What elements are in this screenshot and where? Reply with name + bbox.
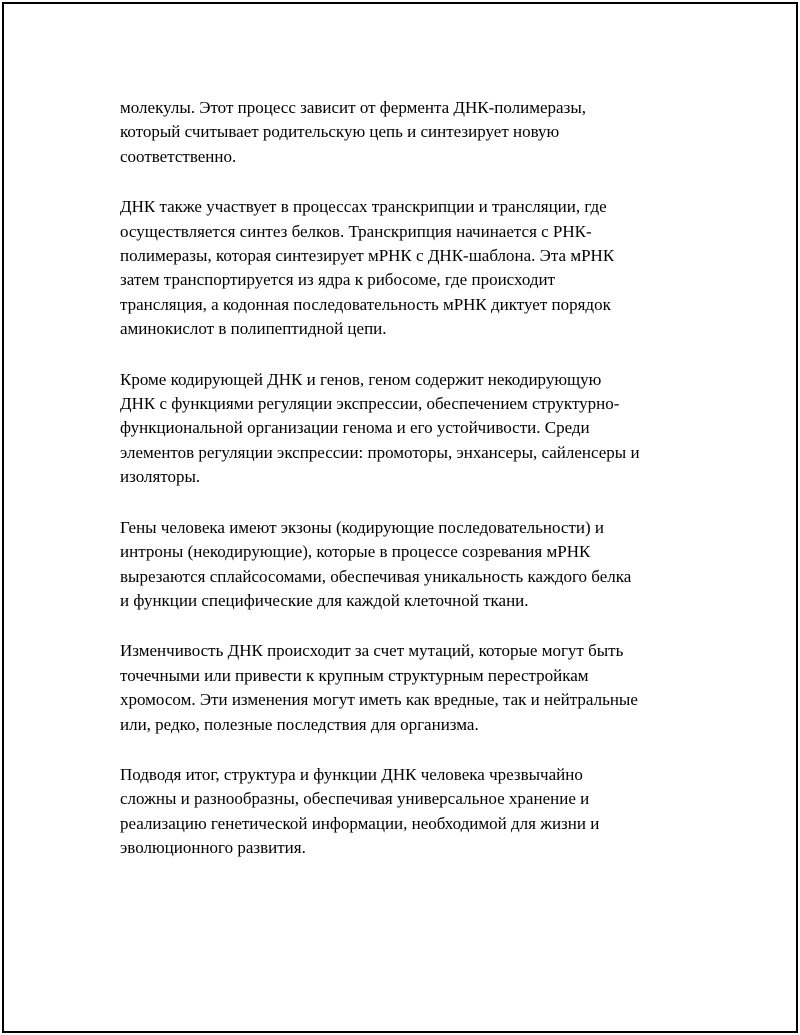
- paragraph-line: Изменчивость ДНК происходит за счет мутаций, которые могут быть: [120, 641, 624, 661]
- paragraph-line: вырезаются сплайсосомами, обеспечивая уникальность каждого белка: [120, 566, 632, 586]
- paragraph-line: Подводя итог, структура и функции ДНК человека чрезвычайно: [120, 764, 583, 784]
- paragraph-line: и функции специфические для каждой клеточной ткани.: [120, 590, 529, 610]
- paragraph-line: аминокислот в полипептидной цепи.: [120, 319, 387, 339]
- paragraph-line: ДНК также участвует в процессах транскрипции и трансляции, где: [120, 197, 607, 217]
- paragraph-line: реализацию генетической информации, необходимой для жизни и: [120, 813, 600, 833]
- document-page: [2, 2, 798, 1033]
- paragraph-line: элементов регуляции экспрессии: промоторы, энхансеры, сайленсеры и: [120, 442, 640, 462]
- paragraph-line: точечными или привести к крупным структурным перестройкам: [120, 665, 589, 685]
- paragraph-line: который считывает родительскую цепь и синтезирует новую: [120, 122, 560, 142]
- paragraph-line: сложны и разнообразны, обеспечивая универсальное хранение и: [120, 789, 590, 809]
- paragraph-exons-introns: [120, 516, 720, 614]
- paragraph-line: изоляторы.: [120, 467, 201, 487]
- paragraph-line: ДНК с функциями регуляции экспрессии, обеспечением структурно-: [120, 394, 620, 414]
- paragraph-line: осуществляется синтез белков. Транскрипция начинается с РНК-: [120, 221, 592, 241]
- paragraph-line: соответственно.: [120, 146, 237, 166]
- paragraph-line: интроны (некодирующие), которые в процессе созревания мРНК: [120, 542, 591, 562]
- paragraph-noncoding-dna: [120, 368, 720, 490]
- paragraph-line: эволюционного развития.: [120, 838, 306, 858]
- paragraph-line: затем транспортируется из ядра к рибосоме, где происходит: [120, 270, 556, 290]
- paragraph-line: полимеразы, которая синтезирует мРНК с ДНК-шаблона. Эта мРНК: [120, 246, 615, 266]
- paragraph-line: хромосом. Эти изменения могут иметь как вредные, так и нейтральные: [120, 690, 638, 710]
- paragraph-line: функциональной организации генома и его устойчивости. Среди: [120, 418, 590, 438]
- paragraph-line: или, редко, полезные последствия для организма.: [120, 714, 479, 734]
- paragraph-dna-replication: [120, 96, 720, 169]
- paragraph-line: Гены человека имеют экзоны (кодирующие последовательности) и: [120, 517, 604, 537]
- paragraph-line: трансляция, а кодонная последовательность мРНК диктует порядок: [120, 294, 611, 314]
- paragraph-conclusion: [120, 763, 720, 861]
- document-body: [120, 96, 720, 887]
- paragraph-transcription-translation: [120, 195, 720, 341]
- paragraph-line: Кроме кодирующей ДНК и генов, геном содержит некодирующую: [120, 369, 602, 389]
- paragraph-line: молекулы. Этот процесс зависит от фермента ДНК-полимеразы,: [120, 98, 586, 117]
- paragraph-mutations: [120, 639, 720, 737]
